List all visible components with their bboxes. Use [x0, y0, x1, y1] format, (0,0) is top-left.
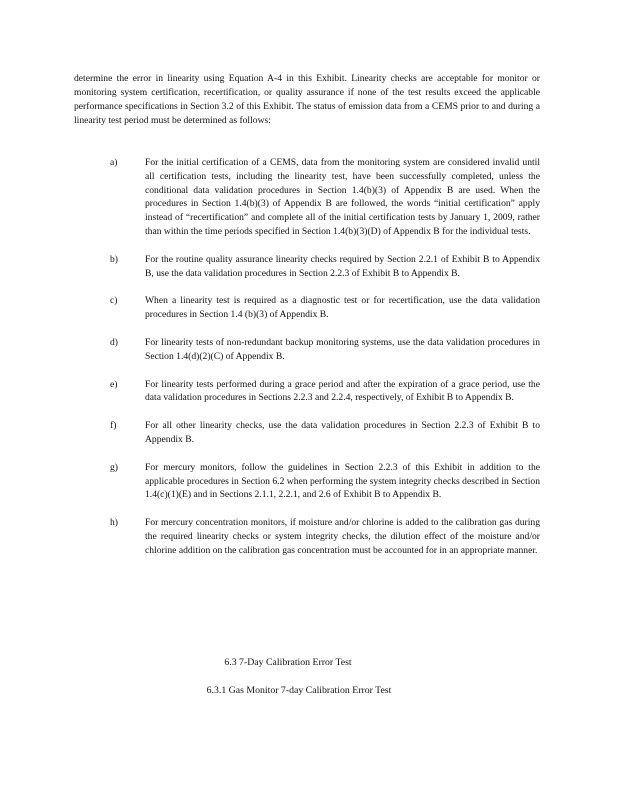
list-item-h [74, 516, 540, 557]
list-marker: h) [110, 517, 118, 529]
list-item-text: For the initial certification of a CEMS, data from the monitoring system are considered invalid until all certification tests, including the linearity test, have been successfully completed, unless the conditional data validation procedures in Section 1.4(b)(3) of Appendix B are used. When the procedures in Section 1.4(b)(3) of Appendix B are followed, the words “initial certification” apply instead of “recertification” and complete all of the initial certification tests by January 1, 2009, rather than within the time periods specified in Section 1.4(b)(3)(D) of Appendix B for the individual tests. [145, 157, 540, 237]
list-item-text: For mercury concentration monitors, if moisture and/or chlorine is added to the calibration gas during the required linearity checks or system integrity checks, the dilution effect of the moisture and/or chlorine addition on the calibration gas concentration must be accounted for in an appropriate manner. [145, 517, 540, 556]
list-marker: a) [110, 157, 118, 168]
list-marker: g) [110, 461, 118, 473]
list-item-text: For linearity tests performed during a grace period and after the expiration of a grace period, use the data validation procedures in Sections 2.2.3 and 2.2.4, respectively, of Exhibit B to Appendix B. [145, 378, 540, 404]
list-item-b [74, 253, 540, 281]
section-heading-6-3: 6.3 7-Day Calibration Error Test [224, 657, 352, 668]
list-item-f [74, 419, 540, 447]
list-item-g [74, 461, 540, 502]
list-marker: b) [110, 253, 118, 265]
subsection-heading-6-3-1: 6.3.1 Gas Monitor 7-day Calibration Error Test [206, 685, 392, 696]
list-item-text: When a linearity test is required as a diagnostic test or for recertification, use the data validation procedures in Section 1.4 (b)(3) of Appendix B. [145, 295, 540, 321]
intro-paragraph: determine the error in linearity using Equation A-4 in this Exhibit. Linearity checks are acceptable for monitor or monitoring system certification, recertification, or quality assurance if none of the test results exceed the applicable performance specifications in Section 3.2 of this Exhibit. The status of emission data from a CEMS prior to and during a linearity test period must be determined as follows: [74, 73, 540, 126]
list-item-text: For all other linearity checks, use the data validation procedures in Section 2.2.3 of Exhibit B to Appendix B. [145, 420, 540, 445]
list-item-a [74, 156, 540, 239]
list-item-e [74, 378, 540, 406]
list-marker: d) [110, 336, 118, 348]
list-marker: f) [110, 420, 117, 432]
list-item-text: For mercury monitors, follow the guidelines in Section 2.2.3 of this Exhibit in addition to the applicable procedures in Section 6.2 when performing the system integrity checks described in Section 1.4(c)(1)(E) and in Sections 2.1.1, 2.2.1, and 2.6 of Exhibit B to Appendix B. [145, 461, 540, 501]
validation-list [74, 156, 540, 572]
list-item-text: For the routine quality assurance linearity checks required by Section 2.2.1 of Exhibit B to Appendix B, use the data validation procedures in Section 2.2.3 of Exhibit B to Appendix B. [145, 253, 540, 279]
list-marker: e) [110, 378, 118, 390]
list-item-text: For linearity tests of non-redundant backup monitoring systems, use the data validation procedures in Section 1.4(d)(2)(C) of Appendix B. [145, 336, 540, 362]
list-item-c [74, 294, 540, 322]
list-marker: c) [110, 295, 118, 307]
list-item-d [74, 336, 540, 364]
